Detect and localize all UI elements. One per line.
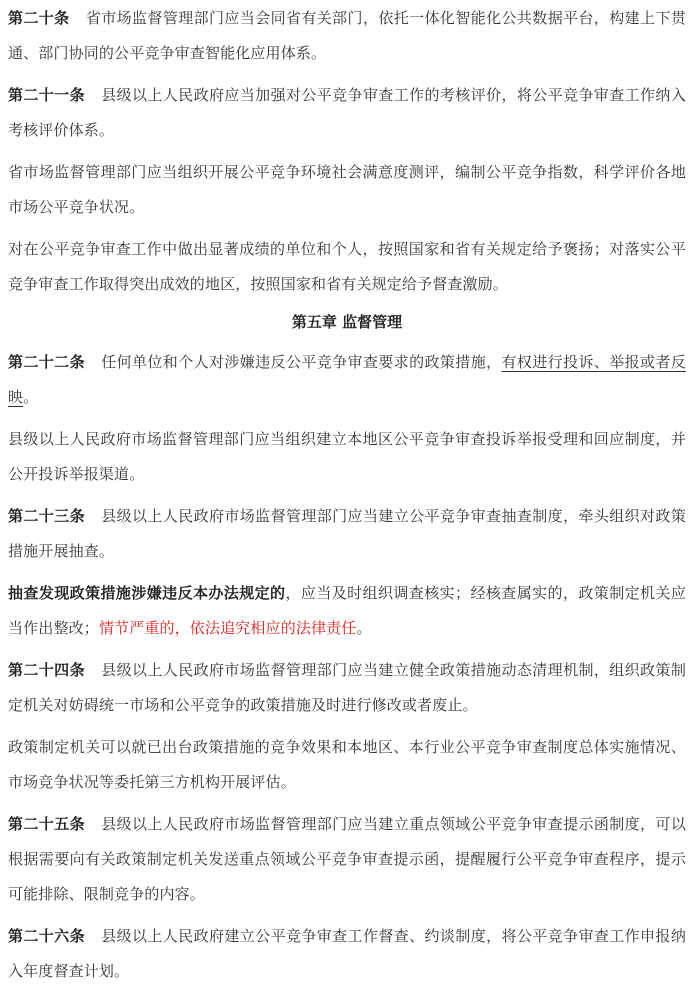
article-20 xyxy=(8,1,686,71)
article-25 xyxy=(8,807,686,912)
article-text: 县级以上人民政府建立公平竞争审查工作督查、约谈制度，将公平竞争审查工作申报纳入年度督查计划。 xyxy=(8,927,686,980)
article-text: 县级以上人民政府市场监督管理部门应当建立健全政策措施动态清理机制，组织政策制定机关对妨碍统一市场和公平竞争的政策措施及时进行修改或者废止。 xyxy=(8,661,686,714)
paragraph-text: ，应当及时组织调查核实；经核查属实的，政策制定机关应当作出整改； xyxy=(8,584,687,637)
article-number: 第二十三条 xyxy=(8,507,85,525)
article-number: 第二十五条 xyxy=(8,815,85,833)
article-22 xyxy=(8,345,686,415)
article-21 xyxy=(8,78,686,148)
bold-text: 抽查发现政策措施涉嫌违反本办法规定的 xyxy=(8,584,286,602)
paragraph-emphasis xyxy=(8,576,686,646)
article-number: 第二十六条 xyxy=(8,927,85,945)
article-text: 县级以上人民政府市场监督管理部门应当建立公平竞争审查抽查制度，牵头组织对政策措施开展抽查。 xyxy=(8,507,686,560)
article-text: 县级以上人民政府市场监督管理部门应当建立重点领域公平竞争审查提示函制度，可以根据需要向有关政策制定机关发送重点领域公平竞争审查提示函，提醒履行公平竞争审查程序，提示可能排除、限制竞争的内容。 xyxy=(8,815,686,903)
article-number: 第二十四条 xyxy=(8,661,85,679)
paragraph-text-end: 。 xyxy=(356,619,372,637)
underlined-text: 有权进行投诉、举报或者反映 xyxy=(8,353,686,406)
article-26 xyxy=(8,919,686,989)
article-number: 第二十二条 xyxy=(8,353,85,371)
article-text: 省市场监督管理部门应当会同省有关部门，依托一体化智能化公共数据平台，构建上下贯通、部门协同的公平竞争审查智能化应用体系。 xyxy=(8,9,686,62)
article-text-end: 。 xyxy=(23,388,39,406)
paragraph: 政策制定机关可以就已出台政策措施的竞争效果和本地区、本行业公平竞争审查制度总体实施情况、市场竞争状况等委托第三方机构开展评估。 xyxy=(8,738,686,791)
chapter-heading: 第五章 监督管理 xyxy=(291,313,403,331)
article-24 xyxy=(8,653,686,723)
article-number: 第二十一条 xyxy=(8,86,85,104)
paragraph: 对在公平竞争审查工作中做出显著成绩的单位和个人，按照国家和省有关规定给予褒扬；对落实公平竞争审查工作取得突出成效的地区，按照国家和省有关规定给予督查激励。 xyxy=(8,240,686,293)
article-number: 第二十条 xyxy=(8,9,70,27)
document-page xyxy=(0,1,694,989)
red-highlight-text: 情节严重的，依法追究相应的法律责任 xyxy=(98,619,357,637)
article-text: 任何单位和个人对涉嫌违反公平竞争审查要求的政策措施， xyxy=(100,353,502,371)
paragraph: 县级以上人民政府市场监督管理部门应当组织建立本地区公平竞争审查投诉举报受理和回应制度，并公开投诉举报渠道。 xyxy=(8,430,686,483)
paragraph: 省市场监督管理部门应当组织开展公平竞争环境社会满意度测评，编制公平竞争指数，科学评价各地市场公平竞争状况。 xyxy=(8,163,686,216)
article-text: 县级以上人民政府应当加强对公平竞争审查工作的考核评价，将公平竞争审查工作纳入考核评价体系。 xyxy=(8,86,686,139)
article-23 xyxy=(8,499,686,569)
